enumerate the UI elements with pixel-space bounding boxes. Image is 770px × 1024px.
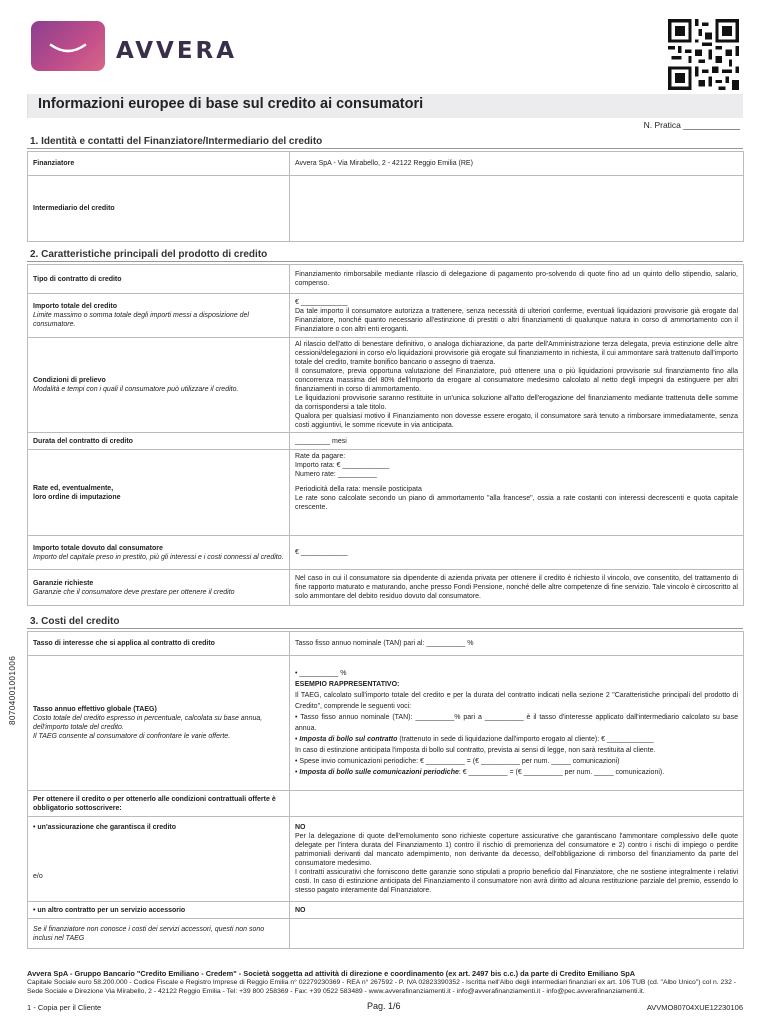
rate-numero: Numero rate: __________: [295, 471, 377, 478]
label-intermediario: Intermediario del credito: [33, 205, 115, 212]
assicurazione-p1: Per la delegazione di quote dell'emolumento sono richieste coperture assicurative che garantiscano l'ammontare complessivo delle quote delegate per l'intera durata del Finanziamento 1) contro il rischio di premorienza del consumatore e 2) contro i rischi di impiego o perdite patrimoniali derivanti dal mancato adempimento, non derivante da decesso, dell'obbligazione di rimborso del finanziamento da parte del consumatore medesimo.: [295, 833, 738, 867]
esempio-rappresentativo: ESEMPIO RAPPRESENTATIVO:: [295, 681, 400, 688]
qr-code-icon: [668, 19, 739, 90]
section-1-table: [27, 151, 744, 242]
label-tasso-interesse: Tasso di interesse che si applica al contratto di credito: [33, 640, 215, 647]
sub-taeg-1: Costo totale del credito espresso in percentuale, calcolata su base annua, dell'importo totale del credito.: [33, 715, 263, 731]
bollo-contratto-text: (trattenuto in sede di liquidazione dall'importo erogato al cliente): € ____________: [397, 736, 654, 743]
label-durata: Durata del contratto di credito: [33, 437, 133, 445]
sub-garanzie: Garanzie che il consumatore deve prestare per ottenere il credito: [33, 588, 235, 596]
rate-importo: Importo rata: € ____________: [295, 462, 390, 469]
row-tasso-interesse: [28, 632, 744, 656]
value-finanziatore: Avvera SpA - Via Mirabello, 2 - 42122 Reggio Emilia (RE): [290, 152, 744, 176]
sub-importo-totale: Limite massimo o somma totale degli importi messi a disposizione del consumatore.: [33, 312, 249, 328]
taeg-descrizione: Il TAEG, calcolato sull'importo totale del credito e per la durata del contratto indicati nella sezione 2 "Caratteristiche principali del prodotto di Credito", comprende le seguenti voci:: [295, 692, 738, 710]
row-accessorio: [28, 902, 744, 919]
label-totale-dovuto: Importo totale dovuto dal consumatore: [33, 544, 163, 552]
label-tipo-contratto: Tipo di contratto di credito: [33, 275, 122, 283]
value-accessorio: NO: [295, 906, 306, 914]
brand-name: AVVERA: [116, 38, 238, 64]
section-2-table: [27, 264, 744, 606]
label-garanzie: Garanzie richieste: [33, 579, 94, 587]
taeg-bollo-contratto: • Imposta di bollo sul contratto (trattenuto in sede di liquidazione dall'importo erogato al cliente): € ____________: [295, 736, 654, 743]
document-title-band: [27, 94, 743, 118]
bollo-comunicazioni-label: Imposta di bollo sulle comunicazioni periodiche: [299, 769, 459, 776]
sub-totale-dovuto: Importo del capitale preso in prestito, più gli interessi e i costi connessi al credito.: [33, 553, 284, 561]
row-nota-accessori: [28, 919, 744, 949]
row-ottenere-credito: [28, 791, 744, 817]
row-rate: [28, 450, 744, 536]
nota-accessori: Se il finanziatore non conosce i costi dei servizi accessori, questi non sono inclusi nel TAEG: [33, 925, 265, 942]
page-header: [0, 0, 770, 95]
condizioni-p3: Le liquidazioni provvisorie saranno restituite in un'unica soluzione all'atto dell'erogazione del finanziamento mediante trattenuta delle somme da corrispondersi a tale titolo.: [295, 395, 738, 411]
bollo-contratto-label: Imposta di bollo sul contratto: [299, 736, 398, 743]
section-2-divider: [27, 261, 743, 262]
numero-pratica: N. Pratica ____________: [643, 120, 740, 130]
row-condizioni-prelievo: [28, 338, 744, 433]
value-totale-dovuto: € ____________: [290, 536, 744, 570]
taeg-tan: • Tasso fisso annuo nominale (TAN): __________% pari a __________ è il tasso d'interesse applicato dall'intermediario calcolato su base annua.: [295, 714, 738, 732]
taeg-tan-text: Tasso fisso annuo nominale (TAN): __________% pari a __________ è il tasso d'interesse applicato dall'intermediario calcolato su base annua.: [295, 714, 738, 732]
rate-da-pagare: Rate da pagare:: [295, 453, 346, 460]
section-3-divider: [27, 628, 743, 629]
section-3-table: [27, 631, 744, 949]
label-rate-2: loro ordine di imputazione: [33, 493, 121, 501]
label-finanziatore: Finanziatore: [33, 160, 75, 167]
avvera-logo-icon: [31, 21, 105, 71]
side-code: 80704001001006: [8, 655, 17, 725]
label-condizioni-prelievo: Condizioni di prelievo: [33, 377, 106, 384]
copy-label: 1 - Copia per il Cliente: [27, 1003, 102, 1012]
row-durata: [28, 433, 744, 450]
rate-periodicita: Periodicità della rata: mensile posticipata: [295, 486, 422, 493]
condizioni-p2: Il consumatore, previa opportuna valutazione del Finanziatore, può ottenere una o più liquidazioni provvisorie sul finanziamento fino alla concorrenza massima del 80% dell'importo da erogare al consumatore medesimo calcolato al netto degli impegni da estinguere per altri finanziamenti in corso di ammortamento.: [295, 368, 738, 393]
assicurazione-no: NO: [295, 824, 306, 831]
label-assicurazione: • un'assicurazione che garantisca il credito: [33, 824, 176, 831]
legal-footer: [27, 969, 743, 996]
row-importo-totale: [28, 294, 744, 338]
rate-ammortamento: Le rate sono calcolate secondo un piano di ammortamento "alla francese", ossia a rate costanti con interessi decrescenti e quota capitale crescente.: [295, 495, 738, 511]
taeg-bollo-comunicazioni: • Imposta di bollo sulle comunicazioni periodiche: € __________ = (€ __________ per num. _____ comunicazioni).: [295, 769, 665, 776]
document-title: Informazioni europee di base sul credito ai consumatori: [38, 96, 424, 112]
sub-condizioni-prelievo: Modalità e tempi con i quali il consumatore può utilizzare il credito.: [33, 386, 239, 393]
value-intermediario: [290, 176, 744, 242]
label-ottenere-credito: Per ottenere il credito o per ottenerlo alle condizioni contrattuali offerte è obbligatorio sottoscrivere:: [33, 795, 276, 812]
value-tasso-interesse: Tasso fisso annuo nominale (TAN) pari al: __________ %: [290, 632, 744, 656]
taeg-value: • __________ %: [295, 670, 347, 677]
sub-taeg-2: Il TAEG consente al consumatore di confrontare le varie offerte.: [33, 733, 231, 740]
label-accessorio: • un altro contratto per un servizio accessorio: [33, 906, 186, 914]
condizioni-p1: Al rilascio dell'atto di benestare definitivo, o analoga dichiarazione, da parte dell'Amministrazione terza delegata, previa estinzione delle altre cessioni/delegazioni in corso e/o liquidazioni provvisorie già erogate sul finanziamento in richiesta, il cui ammontare sarà trattenuto dall'importo totale del credito, tramite bonifico bancario o assegno di traenza.: [295, 341, 738, 366]
footer-details: Capitale Sociale euro 58.200.000 - Codice Fiscale e Registro Imprese di Reggio Emilia n° 02279230369 - REA n° 267592 - P. IVA 02823390352 - Iscritta nell'Albo degli intermediari finanziari ex art. 106 TUB (cd. "Albo Unico") col n. 232 - Sede Sociale e Direzione Via Mirabello, 2 - 42122 Reggio Emilia - Tel: +39 800 258369 - Fax: +39 0522 583489 - www.avverafinanziamenti.it - info@avverafinanziamenti.it - info@pec.avverafinanziamenti.it.: [27, 979, 737, 995]
label-rate: Rate ed, eventualmente,: [33, 484, 114, 492]
row-tipo-contratto: [28, 265, 744, 294]
spese-invio-text: Spese invio comunicazioni periodiche: € __________ = (€ __________ per num. _____ comunicazioni): [299, 758, 620, 765]
label-importo-totale: Importo totale del credito: [33, 303, 118, 310]
condizioni-p4: Qualora per qualsiasi motivo il Finanziamento non dovesse essere erogato, il consumatore sarà tenuto a rimborsare immediatamente, senza costi aggiuntivi, le somme ricevute in via anticipata.: [295, 413, 738, 429]
document-code: AVVMO80704XUE12230106: [646, 1003, 743, 1012]
taeg-estinzione: In caso di estinzione anticipata l'imposta di bollo sul contratto, prevista ai sensi di legge, non sarà restituita al cliente.: [295, 747, 656, 754]
row-intermediario: [28, 176, 744, 242]
row-finanziatore: [28, 152, 744, 176]
value-tipo-contratto: Finanziamento rimborsabile mediante rilascio di delegazione di pagamento pro-solvendo di quote fino ad un quinto dello stipendio, salario, compenso.: [290, 265, 744, 294]
row-assicurazione: [28, 817, 744, 902]
page-number: Pag. 1/6: [367, 1001, 401, 1011]
value-garanzie: Nel caso in cui il consumatore sia dipendente di azienda privata per ottenere il credito è richiesto il vincolo, ove consentito, del trattamento di fine rapporto maturato e maturando, anche presso Fondi Pensione, nonché delle altre competenze di fine servizio. Tale vincolo è circoscritto al solo ammontare del debito residuo dovuto dal consumatore.: [290, 570, 744, 606]
taeg-spese-invio: • Spese invio comunicazioni periodiche: € __________ = (€ __________ per num. _____ comunicazioni): [295, 758, 620, 765]
bollo-comunicazioni-text: : € __________ = (€ __________ per num. _____ comunicazioni).: [458, 769, 665, 776]
section-1-title: 1. Identità e contatti del Finanziatore/Intermediario del credito: [30, 136, 323, 147]
section-2-title: 2. Caratteristiche principali del prodotto di credito: [30, 249, 268, 260]
label-e-o: e/o: [33, 873, 43, 880]
row-taeg: [28, 656, 744, 791]
importo-note: Da tale importo il consumatore autorizza a trattenere, senza necessità di ulteriori conferme, eventuali liquidazioni provvisorie già erogate dal Finanziatore, nonché quanto necessario all'estinzione di prestiti o altri finanziamenti di qualunque natura in corso di ammortamento con il Finanziatore o con altri enti eroganti.: [295, 307, 738, 333]
label-taeg: Tasso annuo effettivo globale (TAEG): [33, 706, 157, 713]
footer-company: Avvera SpA - Gruppo Bancario "Credito Emiliano - Credem" - Società soggetta ad attività di direzione e coordinamento (ex art. 2497 bis c.c.) da parte di Credito Emiliano SpA: [27, 969, 636, 978]
assicurazione-p2: I contratti assicurativi che forniscono dette garanzie sono stipulati a proprio beneficio dal Finanziatore, che ne sostiene integralmente i relativi costi. In caso di estinzione anticipata del Finanziamento il consumatore non avrà diritto ad alcuna restituzione parziale del premio, essendo lo stesso pagato interamente dal Finanziatore.: [295, 869, 738, 894]
row-garanzie: [28, 570, 744, 606]
section-3-title: 3. Costi del credito: [30, 616, 120, 627]
row-totale-dovuto: [28, 536, 744, 570]
section-1-divider: [27, 148, 743, 149]
value-durata: _________ mesi: [290, 433, 744, 450]
importo-amount: € ____________: [295, 298, 348, 306]
